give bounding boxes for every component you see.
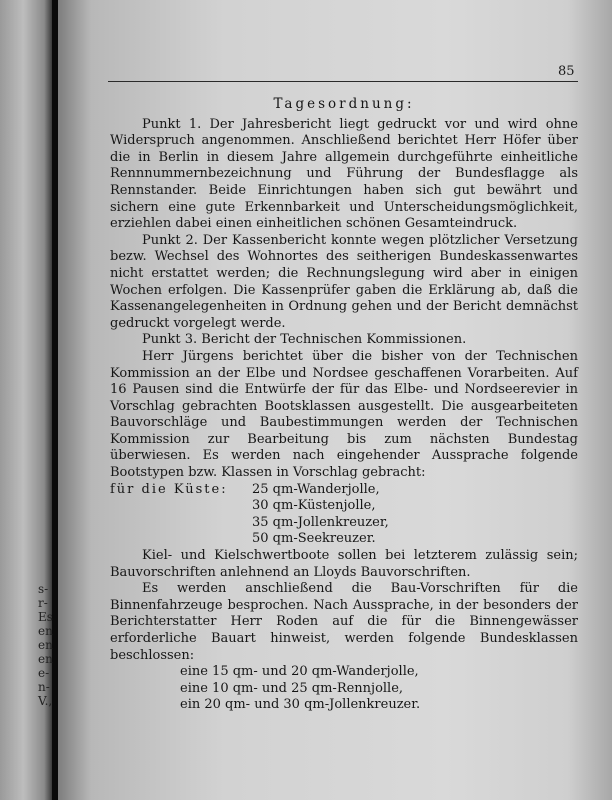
kueste-item: 25 qm-Wanderjolle, [252, 481, 380, 497]
fragment: Es [38, 610, 53, 624]
paragraph-punkt-3: Punkt 3. Bericht der Technischen Kommissionen. [142, 332, 467, 348]
fragment: en [38, 638, 53, 652]
kueste-item: 50 qm-Seekreuzer. [252, 531, 376, 547]
binnen-item: ein 20 qm- und 30 qm-Jollenkreuzer. [180, 697, 421, 713]
fragment: e- [38, 666, 50, 680]
binnen-item: eine 15 qm- und 20 qm-Wanderjolle, [180, 664, 419, 680]
page-number: 85 [558, 64, 575, 79]
fragment: n- [38, 680, 50, 694]
kueste-item: 35 qm-Jollenkreuzer, [252, 514, 389, 530]
previous-page-edge [0, 0, 52, 800]
fragment: r- [38, 596, 48, 610]
agenda-heading: Tagesordnung: [273, 96, 415, 112]
fragment: en [38, 652, 53, 666]
paragraph-punkt-2: Punkt 2. Der Kassenbericht konnte wegen plötzlicher Versetzung bezw. Wechsel des Wohnortes des seitherigen Bundeskassenwartes nicht erstattet werden; die Rechnungslegung wird aber in einigen Wochen erfolgen. Die Kassenprüfer gaben die Erklärung ab, daß die Kassenangelegenheiten in Ordnung gehen und der Bericht demnächst gedruckt vorgelegt werde. [110, 232, 578, 331]
book-page [58, 0, 612, 800]
header-rule [108, 81, 578, 82]
kueste-list [110, 482, 578, 548]
fragment: s- [38, 582, 49, 596]
paragraph-juergens: Herr Jürgens berichtet über die bisher von der Technischen Kommission an der Elbe und Nordsee geschaffenen Vorarbeiten. Auf 16 Pausen sind die Entwürfe der für das Elbe- und Nordseerevier in Vorschlag gebrachten Bootsklassen ausgestellt. Die ausgearbeiteten Bauvorschläge und Baubestimmungen werden der Technischen Kommission zur Bearbeitung bis zum nächsten Bundestag überwiesen. Es werden nach eingehender Aussprache folgende Bootstypen bzw. Klassen in Vorschlag gebracht: [110, 348, 578, 481]
page-body [110, 96, 578, 714]
previous-page-fragments [38, 582, 53, 708]
binnen-item: eine 10 qm- und 25 qm-Rennjolle, [180, 680, 404, 696]
paragraph-binnenfahrzeuge: Es werden anschließend die Bau-Vorschriften für die Binnenfahrzeuge besprochen. Nach Aussprache, in der besonders der Berichterstatter Herr Roden auf die für die Binnengewässer erforderliche Bauart hinweist, werden folgende Bundesklassen beschlossen: [110, 581, 578, 663]
kueste-label: für die Küste: [110, 481, 228, 497]
kueste-item: 30 qm-Küstenjolle, [252, 498, 376, 514]
paragraph-kielboote: Kiel- und Kielschwertboote sollen bei letzterem zulässig sein; Bauvorschriften anlehnend an Lloyds Bauvorschriften. [110, 548, 578, 580]
binnen-list [180, 664, 578, 714]
fragment: V., [38, 694, 53, 708]
fragment: en [38, 624, 53, 638]
paragraph-punkt-1: Punkt 1. Der Jahresbericht liegt gedruckt vor und wird ohne Widerspruch angenommen. Anschließend berichtet Herr Höfer über die in Berlin in diesem Jahre allgemein durchgeführte einheitliche Rennnummernbezeichnung und Führung der Bundesflagge als Rennstander. Beide Einrichtungen haben sich gut bewährt und sichern eine gute Erkennbarkeit und Unterscheidungsmöglichkeit, erziehlen dabei einen einheitlichen schönen Gesamteindruck. [110, 116, 578, 232]
